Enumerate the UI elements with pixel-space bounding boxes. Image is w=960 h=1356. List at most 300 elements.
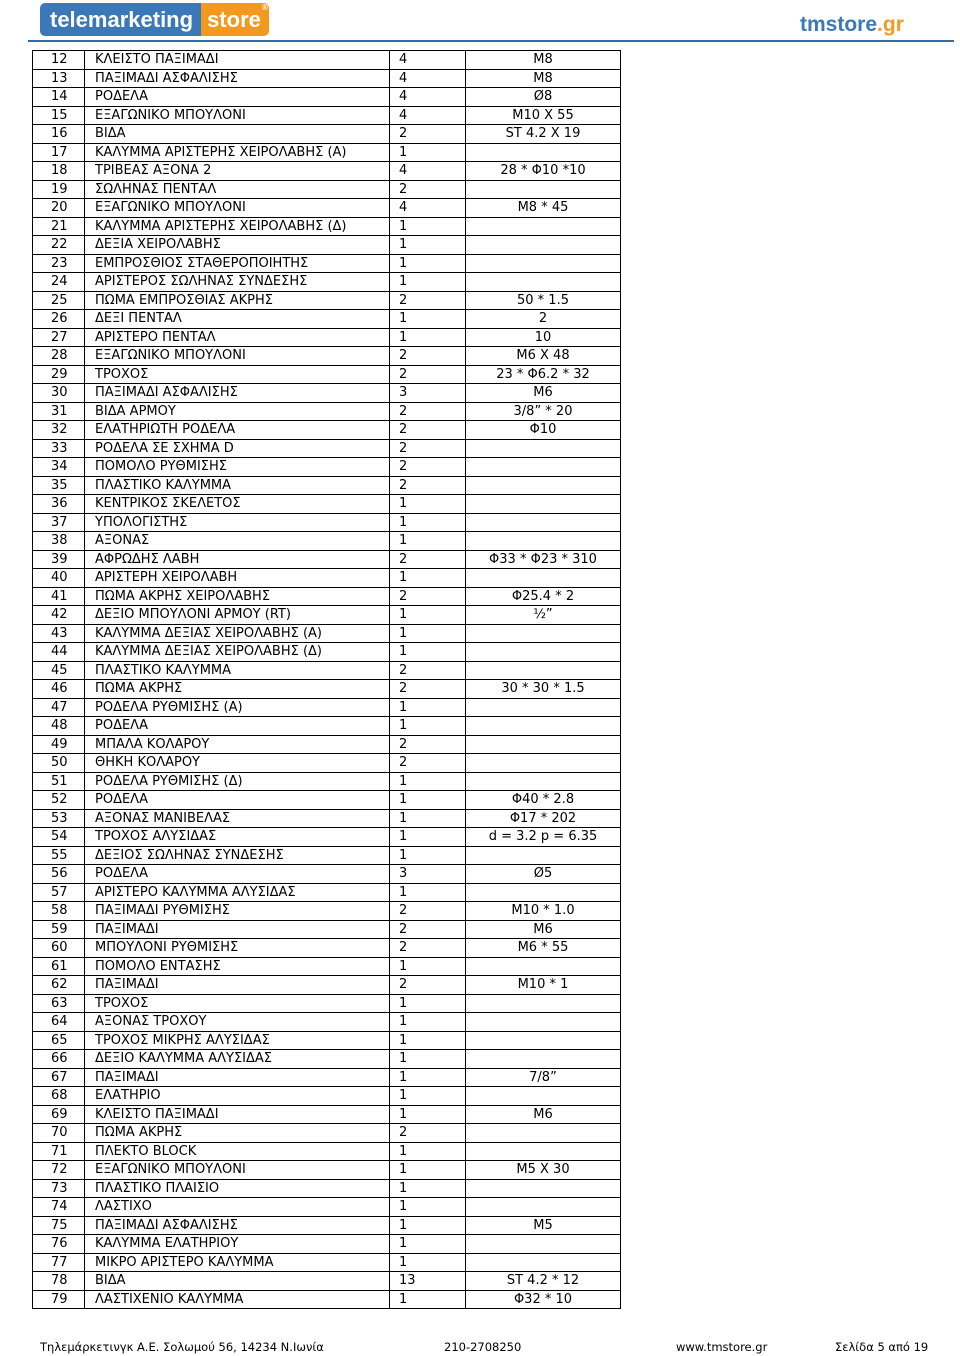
table-row	[33, 661, 621, 680]
part-number: 41	[33, 587, 85, 606]
part-number: 56	[33, 865, 85, 884]
part-quantity: 1	[390, 809, 466, 828]
part-name: ΤΡΟΧΟΣ ΑΛΥΣΙΔΑΣ	[85, 828, 390, 847]
table-row	[33, 495, 621, 514]
part-number: 43	[33, 624, 85, 643]
part-name: ΕΜΠΡΟΣΘΙΟΣ ΣΤΑΘΕΡΟΠΟΙΗΤΗΣ	[85, 254, 390, 273]
part-name: ΤΡΟΧΟΣ	[85, 365, 390, 384]
part-quantity: 1	[390, 1050, 466, 1069]
part-quantity: 1	[390, 846, 466, 865]
parts-table	[32, 50, 621, 1309]
part-dimensions	[466, 957, 621, 976]
part-name: ΔΕΞΙ ΠΕΝΤΑΛ	[85, 310, 390, 329]
part-name: ΡΟΔΕΛΑ ΡΥΘΜΙΣΗΣ (Δ)	[85, 772, 390, 791]
part-dimensions: M10 X 55	[466, 106, 621, 125]
table-row	[33, 976, 621, 995]
table-row	[33, 1087, 621, 1106]
part-name: ΤΡΙΒΕΑΣ ΑΞΟΝΑ 2	[85, 162, 390, 181]
part-dimensions	[466, 1013, 621, 1032]
part-dimensions	[466, 439, 621, 458]
part-quantity: 2	[390, 680, 466, 699]
part-dimensions	[466, 1050, 621, 1069]
part-dimensions: 28 * Φ10 *10	[466, 162, 621, 181]
part-dimensions	[466, 1235, 621, 1254]
part-dimensions: M10 * 1.0	[466, 902, 621, 921]
part-name: ΡΟΔΕΛΑ	[85, 717, 390, 736]
part-name: ΑΡΙΣΤΕΡΗ ΧΕΙΡΟΛΑΒΗ	[85, 569, 390, 588]
part-quantity: 1	[390, 273, 466, 292]
part-dimensions	[466, 1198, 621, 1217]
table-row	[33, 846, 621, 865]
table-row	[33, 1142, 621, 1161]
part-dimensions: 7/8”	[466, 1068, 621, 1087]
table-row	[33, 125, 621, 144]
part-name: ΠΑΞΙΜΑΔΙ	[85, 976, 390, 995]
part-dimensions	[466, 1031, 621, 1050]
part-quantity: 1	[390, 828, 466, 847]
part-dimensions	[466, 846, 621, 865]
part-dimensions: 23 * Φ6.2 * 32	[466, 365, 621, 384]
part-name: ΠΑΞΙΜΑΔΙ ΑΣΦΑΛΙΣΗΣ	[85, 384, 390, 403]
part-quantity: 4	[390, 199, 466, 218]
part-dimensions: Φ33 * Φ23 * 310	[466, 550, 621, 569]
part-number: 62	[33, 976, 85, 995]
part-number: 26	[33, 310, 85, 329]
table-row	[33, 1198, 621, 1217]
part-quantity: 2	[390, 421, 466, 440]
part-name: ΚΛΕΙΣΤΟ ΠΑΞΙΜΑΔΙ	[85, 51, 390, 70]
part-name: ΕΞΑΓΩΝΙΚΟ ΜΠΟΥΛΟΝΙ	[85, 106, 390, 125]
part-quantity: 4	[390, 69, 466, 88]
part-dimensions	[466, 661, 621, 680]
part-name: ΛΑΣΤΙΧΕΝΙΟ ΚΑΛΥΜΜΑ	[85, 1290, 390, 1309]
table-row	[33, 994, 621, 1013]
part-quantity: 1	[390, 1290, 466, 1309]
part-name: ΔΕΞΙΑ ΧΕΙΡΟΛΑΒΗΣ	[85, 236, 390, 255]
part-number: 74	[33, 1198, 85, 1217]
part-name: ΜΠΟΥΛΟΝΙ ΡΥΘΜΙΣΗΣ	[85, 939, 390, 958]
part-number: 27	[33, 328, 85, 347]
table-row	[33, 569, 621, 588]
part-number: 19	[33, 180, 85, 199]
part-dimensions: Ø5	[466, 865, 621, 884]
part-dimensions	[466, 513, 621, 532]
part-number: 13	[33, 69, 85, 88]
part-quantity: 1	[390, 143, 466, 162]
part-quantity: 1	[390, 994, 466, 1013]
part-quantity: 2	[390, 125, 466, 144]
part-name: ΠΑΞΙΜΑΔΙ ΑΣΦΑΛΙΣΗΣ	[85, 1216, 390, 1235]
part-number: 35	[33, 476, 85, 495]
part-number: 52	[33, 791, 85, 810]
part-name: ΡΟΔΕΛΑ ΡΥΘΜΙΣΗΣ (Α)	[85, 698, 390, 717]
part-dimensions	[466, 254, 621, 273]
part-number: 48	[33, 717, 85, 736]
part-quantity: 1	[390, 1031, 466, 1050]
part-number: 34	[33, 458, 85, 477]
part-number: 64	[33, 1013, 85, 1032]
part-dimensions	[466, 735, 621, 754]
part-number: 70	[33, 1124, 85, 1143]
part-number: 54	[33, 828, 85, 847]
table-row	[33, 698, 621, 717]
table-row	[33, 1050, 621, 1069]
footer-website: www.tmstore.gr	[676, 1340, 768, 1354]
table-row	[33, 957, 621, 976]
part-number: 14	[33, 88, 85, 107]
part-dimensions: M6	[466, 384, 621, 403]
part-name: ΕΛΑΤΗΡΙΟ	[85, 1087, 390, 1106]
part-name: ΘΗΚΗ ΚΟΛΑΡΟΥ	[85, 754, 390, 773]
table-row	[33, 106, 621, 125]
part-quantity: 1	[390, 772, 466, 791]
part-number: 20	[33, 199, 85, 218]
part-number: 69	[33, 1105, 85, 1124]
part-dimensions: M8	[466, 69, 621, 88]
part-name: ΚΑΛΥΜΜΑ ΔΕΞΙΑΣ ΧΕΙΡΟΛΑΒΗΣ (Δ)	[85, 643, 390, 662]
part-dimensions	[466, 1087, 621, 1106]
part-name: ΠΑΞΙΜΑΔΙ	[85, 1068, 390, 1087]
part-name: ΠΑΞΙΜΑΔΙ ΑΣΦΑΛΙΣΗΣ	[85, 69, 390, 88]
footer-phone: 210-2708250	[444, 1340, 522, 1354]
part-dimensions: Φ17 * 202	[466, 809, 621, 828]
table-row	[33, 680, 621, 699]
part-number: 73	[33, 1179, 85, 1198]
part-quantity: 2	[390, 458, 466, 477]
footer-company: Τηλεμάρκετινγκ Α.Ε. Σολωμού 56, 14234 Ν.Ιωνία	[40, 1340, 324, 1354]
part-dimensions: 3/8” * 20	[466, 402, 621, 421]
part-quantity: 1	[390, 513, 466, 532]
table-row	[33, 476, 621, 495]
part-dimensions: Φ25.4 * 2	[466, 587, 621, 606]
part-number: 24	[33, 273, 85, 292]
part-quantity: 1	[390, 217, 466, 236]
logo-text-store-word: store	[207, 7, 261, 32]
part-quantity: 1	[390, 1235, 466, 1254]
table-row	[33, 1290, 621, 1309]
table-row	[33, 1068, 621, 1087]
part-dimensions	[466, 180, 621, 199]
part-quantity: 1	[390, 1198, 466, 1217]
part-dimensions: 10	[466, 328, 621, 347]
part-dimensions: M6	[466, 920, 621, 939]
part-quantity: 1	[390, 883, 466, 902]
part-dimensions: Ø8	[466, 88, 621, 107]
part-quantity: 1	[390, 1253, 466, 1272]
part-name: ΣΩΛΗΝΑΣ ΠΕΝΤΑΛ	[85, 180, 390, 199]
part-name: ΠΛΑΣΤΙΚΟ ΚΑΛΥΜΜΑ	[85, 661, 390, 680]
table-row	[33, 402, 621, 421]
part-number: 31	[33, 402, 85, 421]
part-dimensions	[466, 772, 621, 791]
table-row	[33, 883, 621, 902]
part-quantity: 1	[390, 1161, 466, 1180]
part-number: 63	[33, 994, 85, 1013]
part-dimensions	[466, 569, 621, 588]
part-name: ΡΟΔΕΛΑ	[85, 865, 390, 884]
part-number: 18	[33, 162, 85, 181]
table-row	[33, 1216, 621, 1235]
part-dimensions: M5	[466, 1216, 621, 1235]
part-dimensions: ST 4.2 * 12	[466, 1272, 621, 1291]
part-dimensions: M6 * 55	[466, 939, 621, 958]
table-row	[33, 865, 621, 884]
page-footer	[0, 1340, 960, 1356]
part-dimensions	[466, 476, 621, 495]
part-number: 72	[33, 1161, 85, 1180]
part-number: 75	[33, 1216, 85, 1235]
part-name: ΔΕΞΙΟΣ ΣΩΛΗΝΑΣ ΣΥΝΔΕΣΗΣ	[85, 846, 390, 865]
tmstore-logo	[800, 13, 904, 37]
part-quantity: 1	[390, 328, 466, 347]
part-number: 30	[33, 384, 85, 403]
part-name: ΠΩΜΑ ΑΚΡΗΣ	[85, 680, 390, 699]
part-dimensions	[466, 217, 621, 236]
table-row	[33, 51, 621, 70]
part-number: 28	[33, 347, 85, 366]
table-row	[33, 1179, 621, 1198]
table-row	[33, 1161, 621, 1180]
part-number: 65	[33, 1031, 85, 1050]
part-dimensions: Φ10	[466, 421, 621, 440]
part-number: 47	[33, 698, 85, 717]
table-row	[33, 1272, 621, 1291]
table-row	[33, 347, 621, 366]
part-dimensions: d = 3.2 p = 6.35	[466, 828, 621, 847]
logo-text-gr: .gr	[877, 13, 904, 36]
part-dimensions	[466, 883, 621, 902]
part-name: ΑΞΟΝΑΣ	[85, 532, 390, 551]
part-dimensions: M6 X 48	[466, 347, 621, 366]
part-quantity: 2	[390, 1124, 466, 1143]
part-number: 16	[33, 125, 85, 144]
part-number: 45	[33, 661, 85, 680]
table-row	[33, 291, 621, 310]
part-number: 37	[33, 513, 85, 532]
table-row	[33, 513, 621, 532]
part-number: 42	[33, 606, 85, 625]
table-row	[33, 365, 621, 384]
table-row	[33, 809, 621, 828]
part-name: ΠΩΜΑ ΑΚΡΗΣ ΧΕΙΡΟΛΑΒΗΣ	[85, 587, 390, 606]
table-row	[33, 643, 621, 662]
part-number: 53	[33, 809, 85, 828]
table-row	[33, 458, 621, 477]
table-row	[33, 624, 621, 643]
part-dimensions	[466, 1179, 621, 1198]
part-dimensions	[466, 698, 621, 717]
part-quantity: 1	[390, 236, 466, 255]
part-name: ΑΡΙΣΤΕΡΟ ΚΑΛΥΜΜΑ ΑΛΥΣΙΔΑΣ	[85, 883, 390, 902]
part-quantity: 2	[390, 291, 466, 310]
part-name: ΠΛΑΣΤΙΚΟ ΠΛΑΙΣΙΟ	[85, 1179, 390, 1198]
part-number: 25	[33, 291, 85, 310]
part-name: ΑΦΡΩΔΗΣ ΛΑΒΗ	[85, 550, 390, 569]
part-dimensions: 2	[466, 310, 621, 329]
part-quantity: 3	[390, 384, 466, 403]
part-number: 76	[33, 1235, 85, 1254]
table-row	[33, 717, 621, 736]
part-name: ΠΟΜΟΛΟ ΡΥΘΜΙΣΗΣ	[85, 458, 390, 477]
part-dimensions: M6	[466, 1105, 621, 1124]
part-number: 23	[33, 254, 85, 273]
part-name: ΠΟΜΟΛΟ ΕΝΤΑΣΗΣ	[85, 957, 390, 976]
part-number: 32	[33, 421, 85, 440]
part-dimensions: 50 * 1.5	[466, 291, 621, 310]
part-dimensions: ½”	[466, 606, 621, 625]
part-number: 21	[33, 217, 85, 236]
part-quantity: 1	[390, 606, 466, 625]
part-number: 60	[33, 939, 85, 958]
table-row	[33, 439, 621, 458]
part-name: ΡΟΔΕΛΑ ΣΕ ΣΧΗΜΑ D	[85, 439, 390, 458]
table-row	[33, 180, 621, 199]
table-row	[33, 384, 621, 403]
part-dimensions	[466, 717, 621, 736]
part-name: ΚΕΝΤΡΙΚΟΣ ΣΚΕΛΕΤΟΣ	[85, 495, 390, 514]
part-quantity: 2	[390, 661, 466, 680]
part-number: 22	[33, 236, 85, 255]
part-number: 79	[33, 1290, 85, 1309]
part-dimensions	[466, 1142, 621, 1161]
part-name: ΜΙΚΡΟ ΑΡΙΣΤΕΡΟ ΚΑΛΥΜΜΑ	[85, 1253, 390, 1272]
part-name: ΒΙΔΑ	[85, 125, 390, 144]
part-quantity: 4	[390, 88, 466, 107]
part-dimensions: M10 * 1	[466, 976, 621, 995]
table-row	[33, 199, 621, 218]
part-quantity: 1	[390, 1179, 466, 1198]
part-name: ΠΑΞΙΜΑΔΙ ΡΥΘΜΙΣΗΣ	[85, 902, 390, 921]
part-dimensions	[466, 143, 621, 162]
part-name: ΜΠΑΛΑ ΚΟΛΑΡΟΥ	[85, 735, 390, 754]
part-name: ΑΡΙΣΤΕΡΟ ΠΕΝΤΑΛ	[85, 328, 390, 347]
part-dimensions	[466, 624, 621, 643]
part-number: 33	[33, 439, 85, 458]
part-dimensions: ST 4.2 X 19	[466, 125, 621, 144]
part-quantity: 4	[390, 106, 466, 125]
part-quantity: 2	[390, 587, 466, 606]
part-number: 71	[33, 1142, 85, 1161]
part-number: 49	[33, 735, 85, 754]
part-name: ΠΩΜΑ ΕΜΠΡΟΣΘΙΑΣ ΑΚΡΗΣ	[85, 291, 390, 310]
part-quantity: 1	[390, 1105, 466, 1124]
part-quantity: 2	[390, 735, 466, 754]
table-row	[33, 606, 621, 625]
part-number: 46	[33, 680, 85, 699]
part-quantity: 2	[390, 976, 466, 995]
part-name: ΔΕΞΙΟ ΚΑΛΥΜΜΑ ΑΛΥΣΙΔΑΣ	[85, 1050, 390, 1069]
part-name: ΕΞΑΓΩΝΙΚΟ ΜΠΟΥΛΟΝΙ	[85, 1161, 390, 1180]
table-row	[33, 421, 621, 440]
part-number: 59	[33, 920, 85, 939]
part-number: 39	[33, 550, 85, 569]
part-dimensions	[466, 1124, 621, 1143]
part-dimensions	[466, 273, 621, 292]
part-number: 12	[33, 51, 85, 70]
part-dimensions: Φ32 * 10	[466, 1290, 621, 1309]
part-quantity: 2	[390, 347, 466, 366]
part-name: ΑΞΟΝΑΣ ΤΡΟΧΟΥ	[85, 1013, 390, 1032]
part-quantity: 2	[390, 920, 466, 939]
part-dimensions	[466, 994, 621, 1013]
part-dimensions: M8 * 45	[466, 199, 621, 218]
table-row	[33, 587, 621, 606]
table-row	[33, 69, 621, 88]
part-number: 15	[33, 106, 85, 125]
logo-text-tmstore: tmstore	[800, 13, 878, 36]
table-row	[33, 735, 621, 754]
part-name: ΠΛΕΚΤΟ BLOCK	[85, 1142, 390, 1161]
part-quantity: 1	[390, 624, 466, 643]
logo-text-store	[201, 3, 269, 36]
table-row	[33, 273, 621, 292]
part-number: 77	[33, 1253, 85, 1272]
part-dimensions	[466, 643, 621, 662]
part-quantity: 1	[390, 957, 466, 976]
part-dimensions	[466, 754, 621, 773]
table-row	[33, 143, 621, 162]
table-row	[33, 791, 621, 810]
table-row	[33, 1124, 621, 1143]
table-row	[33, 310, 621, 329]
table-row	[33, 254, 621, 273]
part-quantity: 1	[390, 698, 466, 717]
part-quantity: 2	[390, 902, 466, 921]
footer-page-number: Σελίδα 5 από 19	[835, 1340, 929, 1354]
part-quantity: 1	[390, 1013, 466, 1032]
registered-mark: ®	[261, 3, 268, 12]
table-row	[33, 532, 621, 551]
table-row	[33, 939, 621, 958]
part-name: ΡΟΔΕΛΑ	[85, 88, 390, 107]
part-dimensions	[466, 532, 621, 551]
part-quantity: 2	[390, 439, 466, 458]
part-quantity: 1	[390, 254, 466, 273]
part-quantity: 1	[390, 1068, 466, 1087]
table-row	[33, 217, 621, 236]
parts-table-body	[33, 51, 621, 1309]
table-row	[33, 1031, 621, 1050]
part-number: 17	[33, 143, 85, 162]
part-dimensions: M8	[466, 51, 621, 70]
part-number: 44	[33, 643, 85, 662]
part-number: 67	[33, 1068, 85, 1087]
table-row	[33, 88, 621, 107]
table-row	[33, 772, 621, 791]
part-quantity: 1	[390, 717, 466, 736]
table-row	[33, 236, 621, 255]
part-quantity: 1	[390, 1142, 466, 1161]
part-quantity: 1	[390, 1216, 466, 1235]
part-quantity: 2	[390, 402, 466, 421]
part-quantity: 2	[390, 365, 466, 384]
table-row	[33, 328, 621, 347]
part-quantity: 2	[390, 550, 466, 569]
part-dimensions	[466, 1253, 621, 1272]
part-number: 68	[33, 1087, 85, 1106]
part-name: ΕΞΑΓΩΝΙΚΟ ΜΠΟΥΛΟΝΙ	[85, 199, 390, 218]
part-quantity: 2	[390, 754, 466, 773]
part-name: ΔΕΞΙΟ ΜΠΟΥΛΟΝΙ ΑΡΜΟΥ (RT)	[85, 606, 390, 625]
part-number: 36	[33, 495, 85, 514]
part-name: ΚΑΛΥΜΜΑ ΑΡΙΣΤΕΡΗΣ ΧΕΙΡΟΛΑΒΗΣ (Α)	[85, 143, 390, 162]
logo-text-telemarketing: telemarketing	[40, 3, 201, 36]
part-quantity: 1	[390, 495, 466, 514]
part-dimensions	[466, 458, 621, 477]
part-dimensions: 30 * 30 * 1.5	[466, 680, 621, 699]
table-row	[33, 162, 621, 181]
part-name: ΚΑΛΥΜΜΑ ΕΛΑΤΗΡΙΟΥ	[85, 1235, 390, 1254]
